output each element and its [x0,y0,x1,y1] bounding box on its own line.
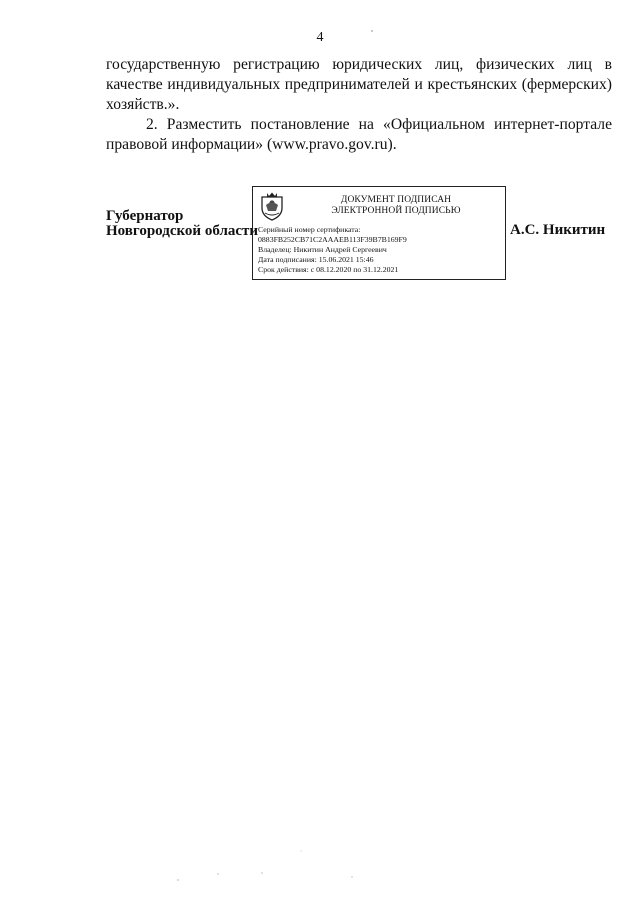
signatory-name: А.С. Никитин [510,222,606,238]
signatory-title-line1: Губернатор [106,208,184,224]
certificate-owner: Владелец: Никитин Андрей Сергеевич [258,245,387,254]
stamp-header-line1: ДОКУМЕНТ ПОДПИСАН [340,195,452,205]
paragraph-continuation: государственную регистрацию юридических лиц, физических лиц в качестве индивидуальных предпринимателей и крестьянских (фермерских) хозяйств.». [106,56,612,113]
certificate-serial-label: Серийный номер сертификата: [258,225,361,234]
signing-date: Дата подписания: 15.06.2021 15:46 [258,255,374,264]
certificate-validity: Срок действия: с 08.12.2020 по 31.12.2021 [258,265,399,274]
page-number: 4 [316,30,324,45]
signatory-title-line2: Новгородской области [106,223,259,239]
certificate-serial-number: 0883FB252CB71C2AAAEB113F39B7B169F9 [258,235,407,244]
paragraph-2: 2. Разместить постановление на «Официальном интернет-портале правовой информации» (www.pravo.gov.ru). [106,116,612,153]
stamp-header-line2: ЭЛЕКТРОННОЙ ПОДПИСЬЮ [331,206,461,216]
